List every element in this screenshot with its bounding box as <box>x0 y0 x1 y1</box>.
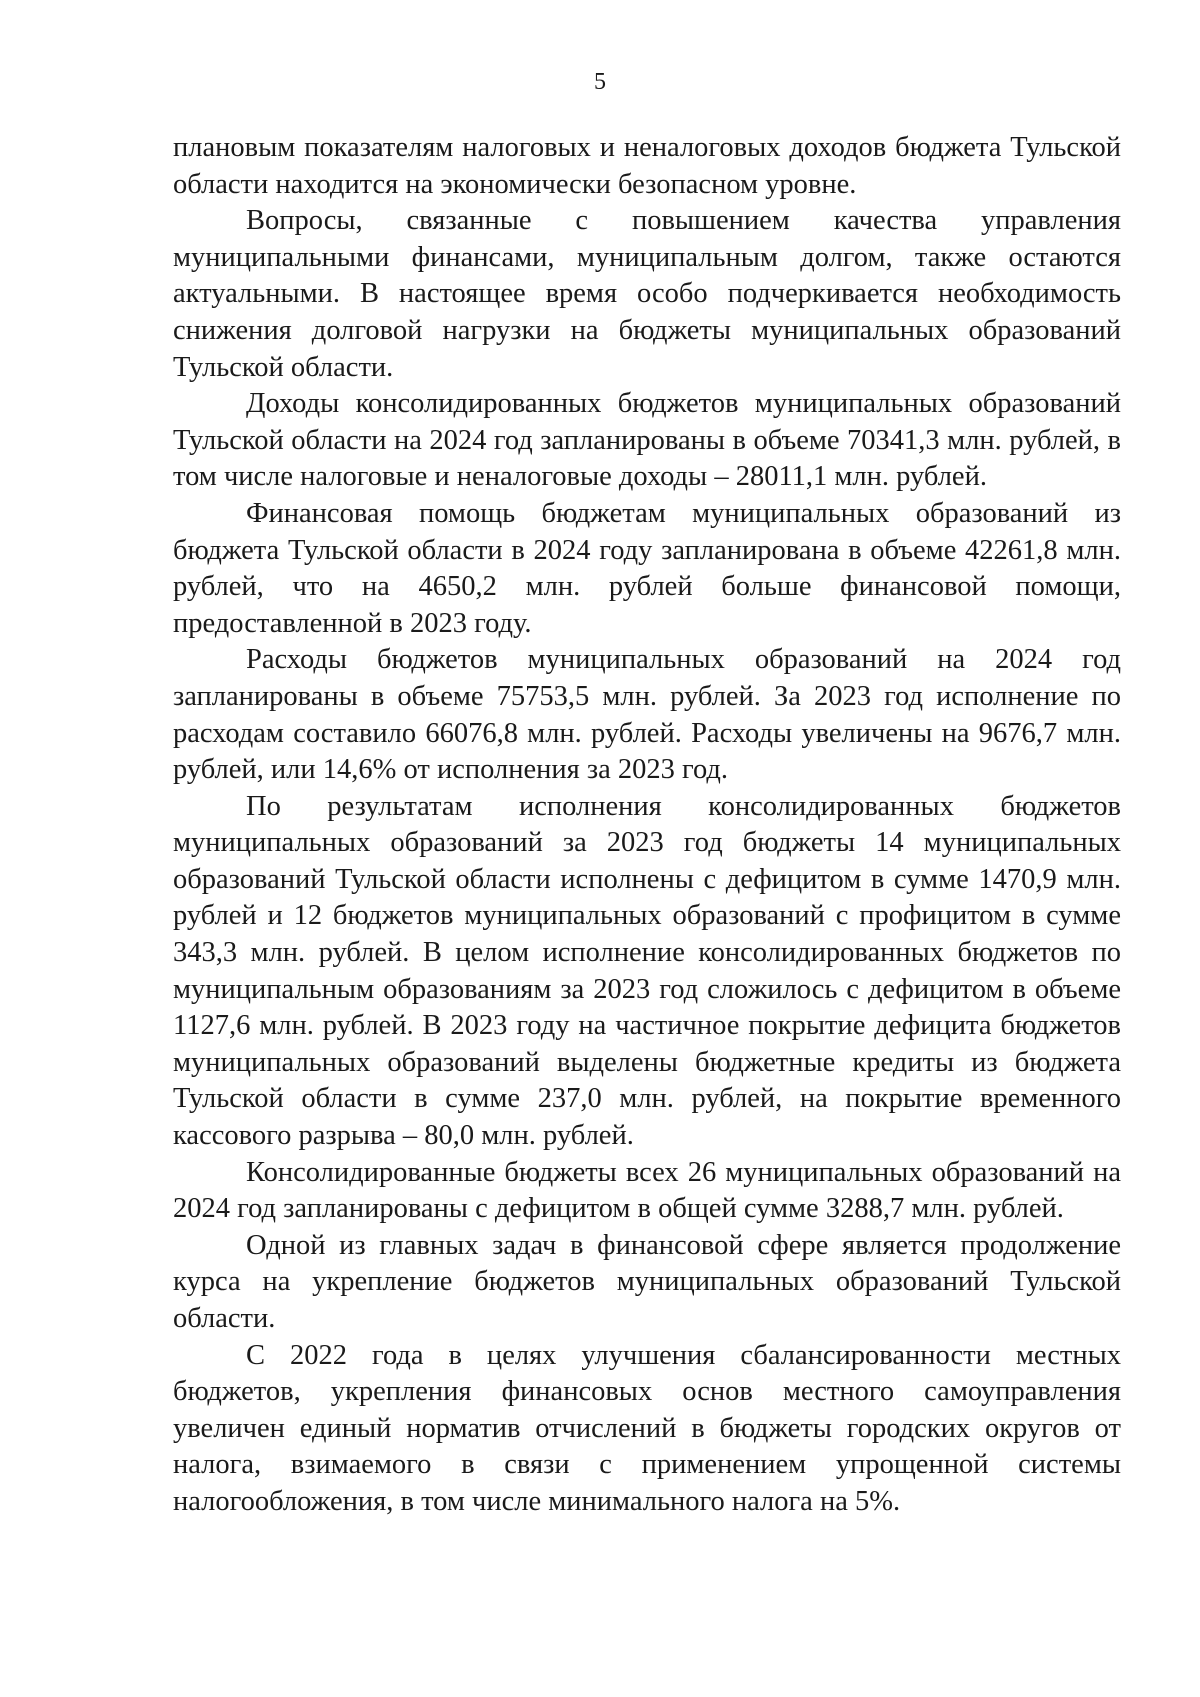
paragraph-continuation: плановым показателям налоговых и неналоговых доходов бюджета Тульской области находится на экономически безопасном уровне. <box>173 132 1121 200</box>
paragraph-budget-execution-results: По результатам исполнения консолидированных бюджетов муниципальных образований за 2023 год бюджеты 14 муниципальных образований Тульской области исполнены с дефицитом в сумме 1470,9 млн. рублей и 12 бюджетов муниципальных образований с профицитом в сумме 343,3 млн. рублей. В целом исполнение консолидированных бюджетов по муниципальным образованиям за 2023 год сложилось с дефицитом в объеме 1127,6 млн. рублей. В 2023 году на частичное покрытие дефицита бюджетов муниципальных образований выделены бюджетные кредиты из бюджета Тульской области в сумме 237,0 млн. рублей, на покрытие временного кассового разрыва – 80,0 млн. рублей. <box>173 790 1121 1152</box>
paragraph-municipal-finance-issues: Вопросы, связанные с повышением качества управления муниципальными финансами, муниципальным долгом, также остаются актуальными. В настоящее время особо подчеркивается необходимость снижения долговой нагрузки на бюджеты муниципальных образований Тульской области. <box>173 205 1121 383</box>
paragraph-tax-normative: С 2022 года в целях улучшения сбалансированности местных бюджетов, укрепления финансовых основ местного самоуправления увеличен единый норматив отчислений в бюджеты городских округов от налога, взимаемого в связи с применением упрощенной системы налогообложения, в том числе минимального налога на 5%. <box>173 1339 1121 1517</box>
document-body <box>173 130 1121 1521</box>
paragraph-financial-assistance: Финансовая помощь бюджетам муниципальных образований из бюджета Тульской области в 2024 году запланирована в объеме 42261,8 млн. рублей, что на 4650,2 млн. рублей больше финансовой помощи, предоставленной в 2023 году. <box>173 497 1121 639</box>
paragraph-consolidated-revenues: Доходы консолидированных бюджетов муниципальных образований Тульской области на 2024 год запланированы в объеме 70341,3 млн. рублей, в том числе налоговые и неналоговые доходы – 28011,1 млн. рублей. <box>173 388 1121 493</box>
paragraph-expenditures: Расходы бюджетов муниципальных образований на 2024 год запланированы в объеме 75753,5 млн. рублей. За 2023 год исполнение по расходам составило 66076,8 млн. рублей. Расходы увеличены на 9676,7 млн. рублей, или 14,6% от исполнения за 2023 год. <box>173 644 1121 786</box>
page-number: 5 <box>594 69 606 95</box>
paragraph-deficit-plan: Консолидированные бюджеты всех 26 муниципальных образований на 2024 год запланированы с дефицитом в общей сумме 3288,7 млн. рублей. <box>173 1156 1121 1225</box>
paragraph-main-tasks: Одной из главных задач в финансовой сфере является продолжение курса на укрепление бюджетов муниципальных образований Тульской области. <box>173 1229 1121 1334</box>
